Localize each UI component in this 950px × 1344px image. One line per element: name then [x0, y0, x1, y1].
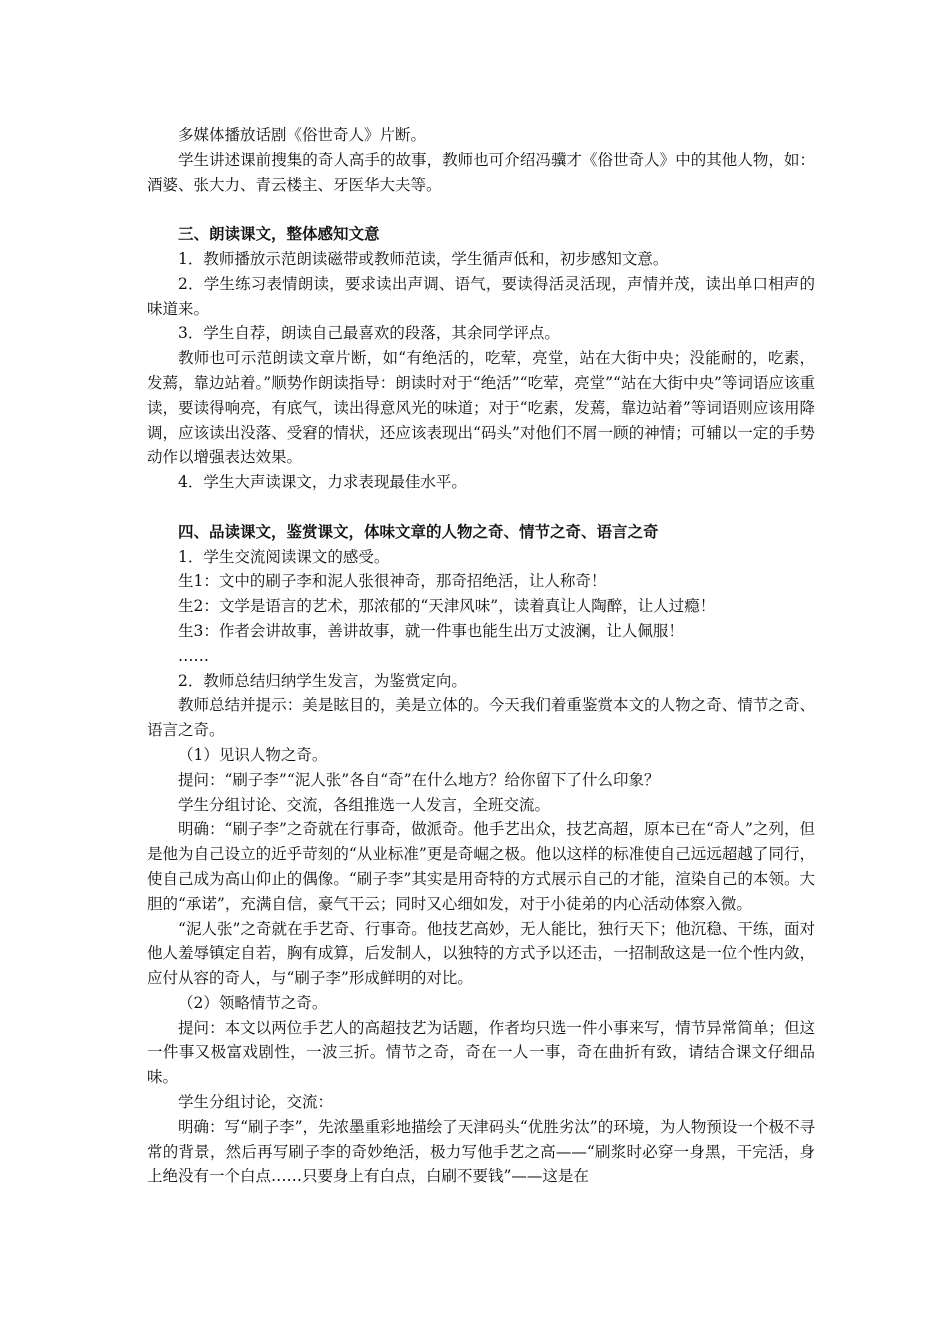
blank-line: [147, 495, 815, 520]
paragraph: 教师总结并提示：美是眩目的，美是立体的。今天我们着重鉴赏本文的人物之奇、情节之奇、语言之奇。: [147, 696, 815, 740]
paragraph: 明确：“刷子李”之奇就在行事奇，做派奇。他手艺出众，技艺高超，原本已在“奇人”之列，但是他为自己设立的近乎苛刻的“从业标准”更是奇崛之极。他以这样的标准使自己远远超越了同行，使自己成为高山仰止的偶像。“刷子李”其实是用奇特的方式展示自己的才能，渲染自己的本领。大胆的“承诺”，充满自信，豪气干云；同时又心细如发，对于小徒弟的内心活动体察入微。: [147, 820, 815, 913]
paragraph: 教师也可示范朗读文章片断，如“有绝活的，吃荤，亮堂，站在大街中央；没能耐的，吃素，发蔫，靠边站着。”顺势作朗读指导：朗读时对于“绝活”“吃荤，亮堂”“站在大街中央”等词语应该重读，要读得响亮，有底气，读出得意风光的味道；对于“吃素，发蔫，靠边站着”等词语则应该用降调，应该读出没落、受窘的情状，还应该表现出“码头”对他们不屑一顾的神情；可辅以一定的手势动作以增强表达效果。: [147, 349, 815, 467]
paragraph: 1．教师播放示范朗读磁带或教师范读，学生循声低和，初步感知文意。: [178, 249, 669, 268]
paragraph: 1．学生交流阅读课文的感受。: [178, 547, 390, 566]
paragraph: 4．学生大声读课文，力求表现最佳水平。: [178, 473, 467, 492]
paragraph: 明确：写“刷子李”，先浓墨重彩地描绘了天津码头“优胜劣汰”的环境，为人物预设一个极不寻常的背景，然后再写刷子李的奇妙绝活，极力写他手艺之高——“刷浆时必穿一身黑，干完活，身上绝没有一个白点……只要身上有白点，白刷不要钱”——这是在: [147, 1117, 815, 1186]
paragraph: 生2：文学是语言的艺术，那浓郁的“天津风味”，读着真让人陶醉，让人过瘾！: [178, 597, 716, 616]
paragraph: 学生分组讨论，交流：: [178, 1093, 334, 1112]
paragraph: 多媒体播放话剧《俗世奇人》片断。: [178, 126, 427, 144]
paragraph: 2．学生练习表情朗读，要求读出声调、语气，要读得活灵活现，声情并茂，读出单口相声的味道来。: [147, 274, 815, 318]
paragraph: 生3：作者会讲故事，善讲故事，就一件事也能生出万丈波澜，让人佩服！: [178, 621, 684, 640]
document-body: [147, 123, 815, 1189]
paragraph: 生1：文中的刷子李和泥人张很神奇，那奇招绝活，让人称奇！: [178, 572, 607, 591]
paragraph: 提问：“刷子李”“泥人张”各自“奇”在什么地方？给你留下了什么印象？: [178, 770, 660, 789]
paragraph: 学生分组讨论、交流，各组推选一人发言，全班交流。: [178, 795, 551, 814]
paragraph: 提问：本文以两位手艺人的高超技艺为话题，作者均只选一件小事来写，情节异常简单；但这一件事又极富戏剧性，一波三折。情节之奇，奇在一人一事，奇在曲折有致，请结合课文仔细品味。: [147, 1018, 815, 1087]
paragraph: 学生讲述课前搜集的奇人高手的故事，教师也可介绍冯骥才《俗世奇人》中的其他人物，如：酒婆、张大力、青云楼主、牙医华大夫等。: [147, 150, 815, 194]
paragraph: （2）领略情节之奇。: [178, 993, 328, 1012]
paragraph: “泥人张”之奇就在手艺奇、行事奇。他技艺高妙，无人能比，独行天下；他沉稳、干练，面对他人羞辱镇定自若，胸有成算，后发制人，以独特的方式予以还击，一招制敌这是一位个性内敛，应付从容的奇人，与“刷子李”形成鲜明的对比。: [147, 919, 815, 988]
paragraph: 3．学生自荐，朗读自己最喜欢的段落，其余同学评点。: [178, 324, 560, 343]
section-heading: 三、朗读课文，整体感知文意: [178, 224, 380, 244]
blank-line: [147, 197, 815, 222]
paragraph: 2．教师总结归纳学生发言，为鉴赏定向。: [178, 671, 467, 690]
section-heading: 四、品读课文，鉴赏课文，体味文章的人物之奇、情节之奇、语言之奇: [178, 521, 659, 541]
paragraph: （1）见识人物之奇。: [178, 745, 328, 764]
ellipsis-line: ……: [178, 646, 209, 665]
